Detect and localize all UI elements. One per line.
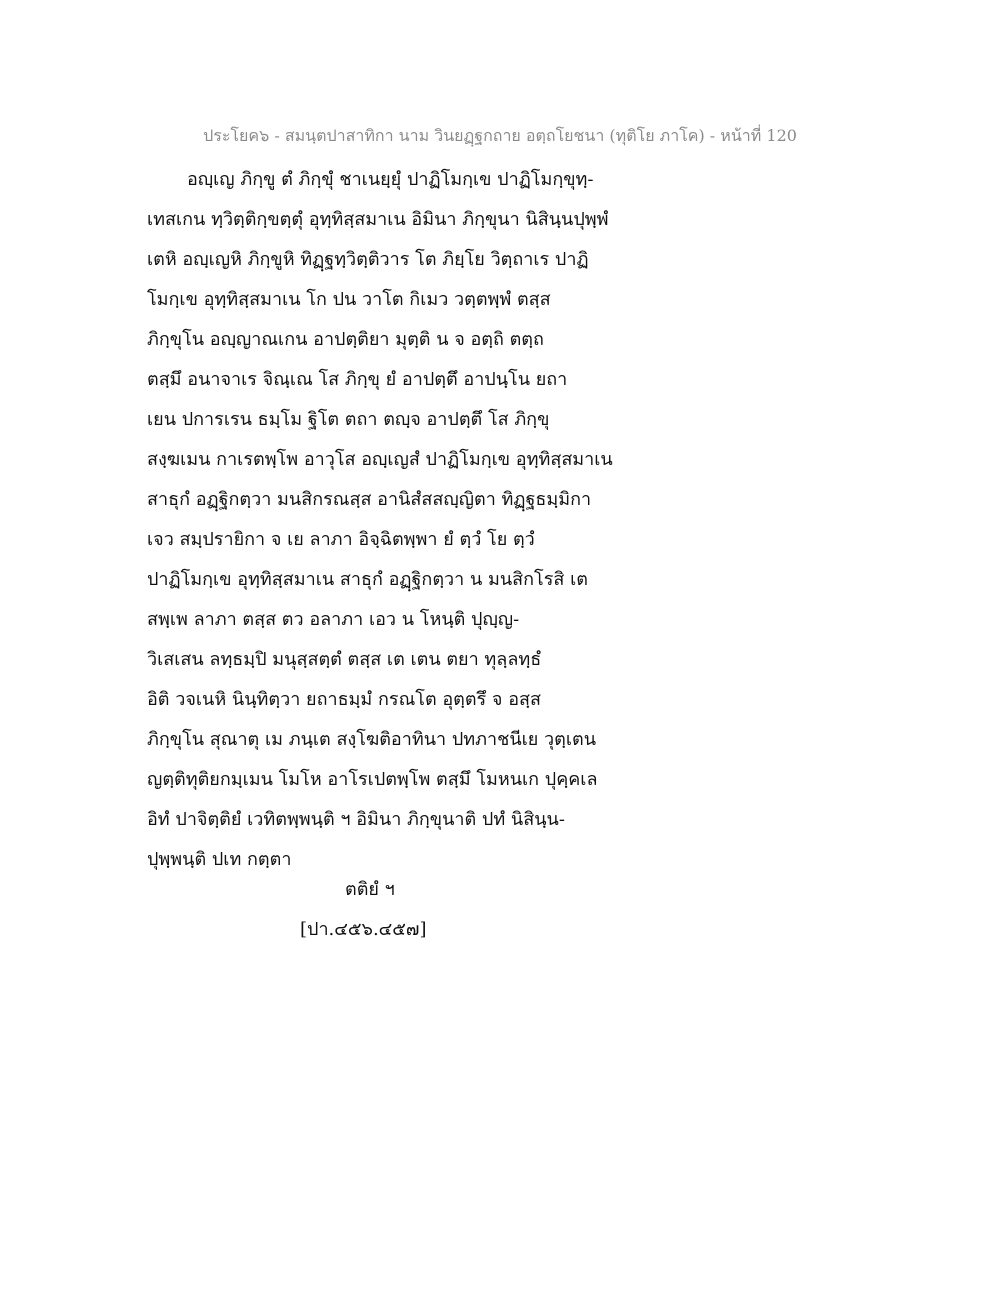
text-line: สพฺเพ ลาภา ตสฺส ตว อลาภา เอว น โหนฺติ ปุญฺญ-: [147, 609, 520, 630]
text-line: สาธุกํ อฏฺฐิกตฺวา มนสิกรณสฺส อานิสํสสญฺญิตา ทิฏฺฐธมฺมิกา: [147, 489, 592, 510]
section-closing: ตติยํ ฯ: [345, 879, 395, 900]
text-line: โมกฺเข อุทฺทิสฺสมาเน โก ปน วาโต กิเมว วตฺตพฺพํ ตสฺส: [147, 289, 551, 310]
text-line: ตสฺมึ อนาจาเร จิณฺเณ โส ภิกฺขุ ยํ อาปตฺตึ อาปนฺโน ยถา: [147, 369, 568, 390]
text-line: เจว สมฺปรายิกา จ เย ลาภา อิจฺฉิตพฺพา ยํ ตฺวํ โย ตฺวํ: [147, 529, 535, 550]
text-line: เตหิ อญฺเญหิ ภิกฺขูหิ ทิฏฺฐทฺวิตฺติวาร โต ภิยฺโย วิตฺถาเร ปาฏิ: [147, 249, 589, 270]
source-reference: [ปา.๔๕๖.๔๕๗]: [300, 919, 427, 940]
text-line: วิเสเสน ลทฺธมฺปิ มนุสฺสตฺตํ ตสฺส เต เตน ตยา ทุลฺลทฺธํ: [147, 649, 542, 670]
text-line: ปุพฺพนฺติ ปเท กตฺตา: [147, 849, 292, 870]
running-header: ประโยค๖ - สมนฺตปาสาทิกา นาม วินยฏฺฐกถาย อตฺถโยชนา (ทุติโย ภาโค) - หน้าที่ 120: [203, 126, 797, 145]
text-line: ปาฏิโมกฺเข อุทฺทิสฺสมาเน สาธุกํ อฏฺฐิกตฺวา น มนสิกโรสิ เต: [147, 569, 588, 590]
text-line: อิติ วจเนหิ นินฺทิตฺวา ยถาธมฺมํ กรณโต อุตฺตรึ จ อสฺส: [147, 689, 541, 710]
text-line: เทสเกน ทฺวิตฺติกฺขตฺตุํ อุทฺทิสฺสมาเน อิมินา ภิกฺขุนา นิสินฺนปุพฺพํ: [147, 209, 609, 230]
text-line: เยน ปการเรน ธมฺโม ฐิโต ตถา ตญฺจ อาปตฺตึ โส ภิกฺขุ: [147, 409, 550, 430]
text-line: ภิกฺขุโน อญฺญาณเกน อาปตฺติยา มุตฺติ น จ อตฺถิ ตตฺถ: [147, 329, 544, 350]
text-line: ญตฺติทุติยกมฺเมน โมโห อาโรเปตพฺโพ ตสฺมึ โมหนเก ปุคฺคเล: [147, 769, 598, 790]
text-line: ภิกฺขุโน สุณาตุ เม ภนฺเต สงฺโฆติอาทินา ปทภาชนีเย วุตฺเตน: [147, 729, 596, 750]
text-line: สงฺฆเมน กาเรตพฺโพ อาวุโส อญฺเญสํ ปาฏิโมกฺเข อุทฺทิสฺสมาเน: [147, 449, 613, 470]
text-line: อญฺเญ ภิกฺขู ตํ ภิกฺขุํ ชาเนยฺยุํ ปาฏิโมกฺเข ปาฏิโมกฺขุทฺ-: [187, 169, 594, 190]
text-line: อิทํ ปาจิตฺติยํ เวทิตพฺพนฺติ ฯ อิมินา ภิกฺขุนาติ ปทํ นิสินฺน-: [147, 809, 565, 830]
body-text: [147, 160, 867, 880]
